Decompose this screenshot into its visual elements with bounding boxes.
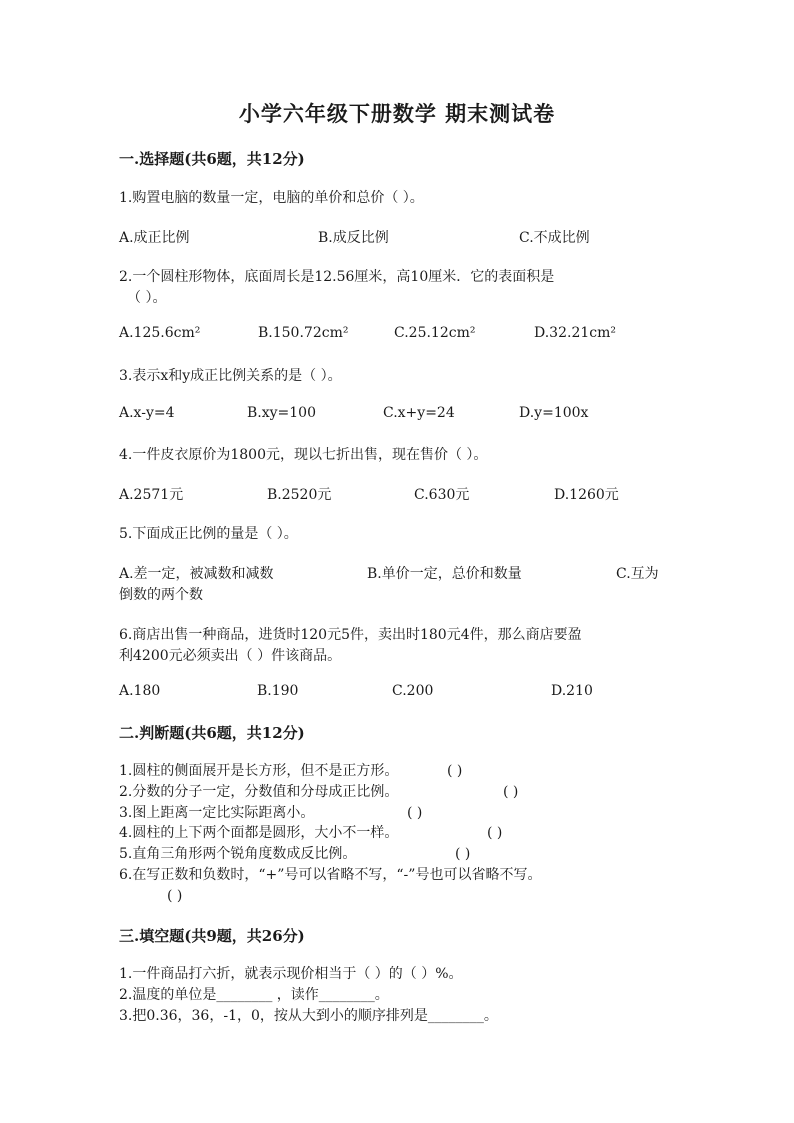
judge-item-5-paren: ( ) (455, 846, 471, 862)
judge-item-2: 2.分数的分子一定，分数值和分母成正比例。 (119, 784, 399, 800)
judge-item-1: 1.圆柱的侧面展开是长方形，但不是正方形。 (119, 763, 399, 779)
q5-option-c: C.互为 (616, 566, 659, 582)
page-title: 小学六年级下册数学 期末测试卷 (238, 101, 556, 126)
judge-item-3: 3.图上距离一定比实际距离小。 (119, 805, 315, 821)
q2-option-c: C.25.12cm² (394, 325, 476, 341)
q4-option-b: B.2520元 (267, 487, 332, 503)
q2-option-b: B.150.72cm² (258, 325, 349, 341)
q5-option-b: B.单价一定，总价和数量 (367, 566, 522, 582)
q4-option-d: D.1260元 (554, 487, 619, 503)
q3-option-a: A.x-y=4 (119, 405, 175, 421)
judge-item-3-paren: ( ) (407, 805, 423, 821)
section-header-judge: 二.判断题(共6题，共12分) (119, 724, 305, 742)
q5-option-a: A.差一定，被减数和减数 (119, 566, 274, 582)
question-4: 4.一件皮衣原价为1800元，现以七折出售，现在售价（ ）。 (119, 447, 488, 463)
fill-item-1: 1.一件商品打六折，就表示现价相当于（ ）的（ ）%。 (119, 966, 463, 982)
fill-item-3: 3.把0.36，36，-1，0，按从大到小的顺序排列是________。 (119, 1008, 498, 1024)
q1-option-a: A.成正比例 (119, 230, 190, 246)
q2-option-a: A.125.6cm² (119, 325, 201, 341)
question-5: 5.下面成正比例的量是（ ）。 (119, 526, 298, 542)
question-6-line-1: 6.商店出售一种商品，进货时120元5件，卖出时180元4件，那么商店要盈 (119, 627, 582, 643)
q5-option-c-wrap: 倒数的两个数 (119, 587, 203, 603)
q4-option-a: A.2571元 (119, 487, 184, 503)
q1-option-b: B.成反比例 (318, 230, 389, 246)
judge-item-4: 4.圆柱的上下两个面都是圆形，大小不一样。 (119, 825, 399, 841)
question-6-line-2: 利4200元必须卖出（ ）件该商品。 (119, 648, 342, 664)
q6-option-c: C.200 (392, 683, 434, 699)
judge-item-6: 6.在写正数和负数时，“+”号可以省略不写，“-”号也可以省略不写。 (119, 867, 542, 883)
question-2-line-2: （ ）。 (127, 290, 167, 306)
q3-option-c: C.x+y=24 (383, 405, 455, 421)
section-header-choice: 一.选择题(共6题，共12分) (119, 150, 305, 168)
q3-option-d: D.y=100x (519, 405, 589, 421)
judge-item-1-paren: ( ) (447, 763, 463, 779)
fill-item-2: 2.温度的单位是________ ，读作________。 (119, 987, 389, 1003)
question-3: 3.表示x和y成正比例关系的是（ ）。 (119, 368, 342, 384)
judge-item-6-paren: ( ) (167, 888, 183, 904)
judge-item-2-paren: ( ) (503, 784, 519, 800)
judge-item-4-paren: ( ) (487, 825, 503, 841)
q6-option-a: A.180 (119, 683, 161, 699)
q3-option-b: B.xy=100 (247, 405, 316, 421)
q4-option-c: C.630元 (414, 487, 470, 503)
question-2-line-1: 2.一个圆柱形物体，底面周长是12.56厘米，高10厘米．它的表面积是 (119, 269, 555, 285)
q2-option-d: D.32.21cm² (534, 325, 616, 341)
q6-option-d: D.210 (551, 683, 593, 699)
question-1: 1.购置电脑的数量一定，电脑的单价和总价（ ）。 (119, 190, 424, 206)
q1-option-c: C.不成比例 (519, 230, 590, 246)
q6-option-b: B.190 (257, 683, 299, 699)
judge-item-5: 5.直角三角形两个锐角度数成反比例。 (119, 846, 357, 862)
section-header-fill: 三.填空题(共9题，共26分) (119, 927, 305, 945)
